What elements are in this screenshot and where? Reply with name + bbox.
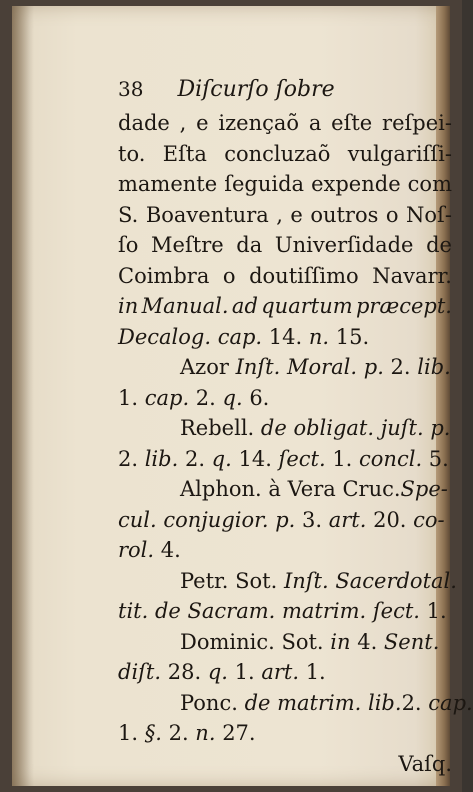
word: doutiſſimo — [249, 263, 359, 288]
text-line — [118, 413, 452, 444]
italic-segment: n. — [195, 721, 223, 745]
italic-segment: lib. — [144, 446, 185, 471]
roman-segment: 1. — [332, 446, 360, 471]
text-line — [118, 230, 452, 261]
page-text — [118, 74, 473, 779]
text-line — [118, 505, 452, 536]
roman-segment: 2. — [184, 446, 212, 471]
body-text — [118, 108, 473, 749]
roman-segment: 1. — [305, 660, 326, 684]
italic-segment: art. — [261, 660, 306, 684]
text-line — [118, 383, 452, 414]
roman-segment: 1. — [118, 721, 145, 745]
word: izençaõ — [218, 111, 300, 135]
word: eſte — [331, 111, 373, 135]
word: e — [290, 202, 303, 227]
word: o — [222, 263, 236, 288]
word: reſpei- — [382, 111, 452, 135]
roman-segment: Azor — [180, 355, 236, 379]
roman-segment: 1. — [426, 599, 447, 623]
italic-segment: de matrim. lib. — [244, 690, 402, 715]
italic-segment: q. — [211, 446, 239, 471]
word: Univerſidade — [274, 233, 414, 257]
roman-segment: 2. — [401, 690, 429, 715]
roman-segment: Ponc. — [180, 690, 245, 715]
roman-segment: 3. — [302, 507, 329, 532]
word: o — [385, 202, 399, 227]
text-line — [118, 169, 452, 200]
word: mamente — [118, 172, 218, 196]
italic-segment: Inſt. Sacerdotal. — [283, 568, 457, 593]
word: , — [276, 202, 283, 227]
italic-segment: Sent. — [383, 629, 440, 654]
word: Navarr. — [372, 263, 452, 288]
text-line — [118, 688, 473, 719]
roman-segment: Petr. Sot. — [180, 568, 284, 593]
book-page — [12, 6, 473, 786]
text-line — [118, 535, 452, 566]
italic-segment: Decalog. cap. — [118, 324, 269, 349]
roman-segment: 2. — [118, 446, 145, 471]
text-line — [118, 200, 452, 231]
italic-segment: in — [330, 629, 358, 654]
word: outros — [310, 202, 379, 227]
italic-segment: tit. de Sacram. matrim. ſect. — [118, 599, 427, 623]
text-line — [118, 352, 452, 383]
roman-segment: 27. — [222, 721, 256, 745]
text-line — [118, 474, 452, 505]
italic-segment: ſect. — [278, 446, 333, 471]
word: expende — [311, 172, 401, 196]
roman-segment: 2. — [168, 721, 196, 745]
word: a — [308, 111, 322, 135]
word: to. — [118, 141, 146, 166]
roman-segment: 6. — [249, 385, 270, 410]
word: ſo — [118, 233, 139, 257]
running-title: Diſcurſo ſobre — [177, 77, 335, 102]
italic-segment: concl. — [359, 446, 429, 471]
italic-segment: Spe- — [400, 477, 448, 501]
italic-segment: Inſt. Moral. p. — [235, 355, 391, 379]
italic-segment: lib. — [417, 355, 451, 379]
word: in — [118, 294, 139, 318]
text-line — [118, 261, 452, 292]
word: præcept. — [355, 294, 452, 318]
word: Boaventura — [145, 202, 269, 227]
italic-segment: rol. — [118, 538, 161, 562]
text-line — [118, 566, 457, 597]
text-line — [118, 627, 452, 658]
word: concluzaõ — [224, 141, 331, 166]
italic-segment: cap. — [144, 385, 196, 410]
word: Meſtre — [151, 233, 224, 257]
roman-segment: 20. — [373, 507, 414, 532]
word: ſeguida — [224, 172, 305, 196]
roman-segment: Dominic. Sot. — [180, 629, 331, 654]
word: quartum — [261, 294, 353, 318]
text-line — [118, 322, 452, 353]
roman-segment: 1. — [118, 385, 145, 410]
word: e — [196, 111, 209, 135]
roman-segment: 14. — [238, 446, 279, 471]
roman-segment: Rebell. — [180, 416, 261, 440]
text-line — [118, 657, 452, 688]
text-line — [118, 596, 452, 627]
word: de — [426, 233, 452, 257]
italic-segment: cul. conjugior. p. — [118, 507, 302, 532]
text-line — [118, 108, 452, 139]
roman-segment: 2. — [195, 385, 223, 410]
spine-shadow — [12, 6, 34, 786]
roman-segment: 4. — [160, 538, 181, 562]
roman-segment: 5. — [428, 446, 449, 471]
word: da — [236, 233, 263, 257]
italic-segment: q. — [207, 660, 235, 684]
word: Coimbra — [118, 263, 210, 288]
word: , — [179, 111, 187, 135]
roman-segment: 15. — [335, 324, 370, 349]
italic-segment: n. — [308, 324, 336, 349]
page-number: 38 — [118, 77, 144, 101]
word: Manual. — [141, 294, 229, 318]
italic-segment: q. — [222, 385, 250, 410]
word: ad — [231, 294, 258, 318]
page-header — [118, 74, 452, 108]
italic-segment: §. — [144, 721, 169, 745]
text-line — [118, 444, 452, 475]
italic-segment: diſt. — [118, 660, 168, 684]
roman-segment: 4. — [357, 629, 384, 654]
italic-segment: co- — [413, 507, 445, 532]
text-line — [118, 291, 452, 322]
catchword-row — [118, 749, 452, 780]
catchword: Vaſq. — [398, 751, 452, 776]
word: Noſ- — [406, 202, 452, 227]
word: vulgariſſi- — [347, 141, 452, 166]
roman-segment: 14. — [268, 324, 309, 349]
italic-segment: de obligat. juſt. p. — [260, 416, 451, 440]
roman-segment: 2. — [390, 355, 418, 379]
text-line — [118, 718, 452, 749]
italic-segment: cap. — [428, 690, 473, 715]
roman-segment: 28. — [167, 660, 208, 684]
word: dade — [118, 111, 170, 135]
text-line — [118, 139, 452, 170]
word: com — [407, 172, 452, 196]
roman-segment: Alphon. à Vera Cruc. — [180, 477, 401, 501]
roman-segment: 1. — [234, 660, 262, 684]
word: S. — [118, 202, 139, 227]
italic-segment: art. — [328, 507, 374, 532]
word: Eſta — [162, 141, 207, 166]
